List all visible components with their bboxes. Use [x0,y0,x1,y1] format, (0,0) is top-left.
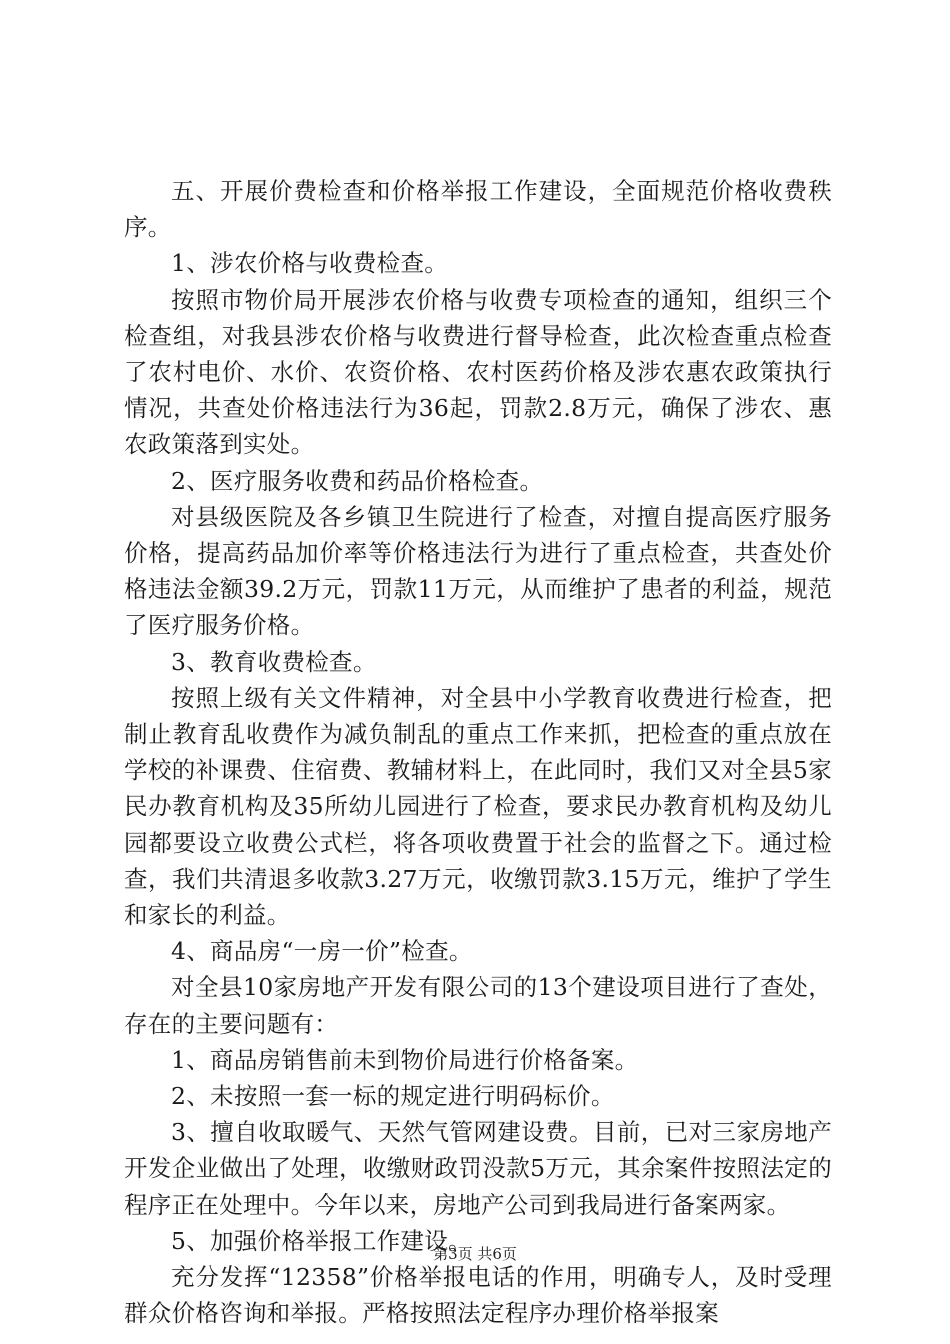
subsection-heading: 4、商品房“一房一价”检查。 [171,937,473,966]
list-item: 1、商品房销售前未到物价局进行价格备案。 [171,1045,639,1074]
subsection-heading: 2、医疗服务收费和药品价格检查。 [171,466,544,495]
section-heading: 五、开展价费检查和价格举报工作建设，全面规范价格收费秩序。 [124,177,832,242]
body-paragraph: 对全县10家房地产开发有限公司的13个建设项目进行了查处，存在的主要问题有： [124,973,832,1038]
body-paragraph: 按照上级有关文件精神，对全县中小学教育收费进行检查，把制止教育乱收费作为减负制乱的重点工作来抓，把检查的重点放在学校的补课费、住宿费、教辅材料上，在此同时，我们又对全县5家民办教育机构及35所幼儿园进行了检查，要求民办教育机构及幼儿园都要设立收费公式栏，将各项收费置于社会的监督之下。通过检查，我们共清退多收款3.27万元，收缴罚款3.15万元，维护了学生和家长的利益。 [124,683,832,930]
page-number: 第3页 共6页 [433,1245,517,1263]
subsection-heading: 3、教育收费检查。 [171,647,377,676]
subsection-heading: 1、涉农价格与收费检查。 [171,249,449,278]
body-paragraph: 对县级医院及各乡镇卫生院进行了检查，对擅自提高医疗服务价格，提高药品加价率等价格违法行为进行了重点检查，共查处价格违法金额39.2万元，罚款11万元，从而维护了患者的利益，规范了医疗服务价格。 [124,502,832,640]
body-paragraph: 按照市物价局开展涉农价格与收费专项检查的通知，组织三个检查组，对我县涉农价格与收费进行督导检查，此次检查重点检查了农村电价、水价、农资价格、农村医药价格及涉农惠农政策执行情况，共查处价格违法行为36起，罚款2.8万元，确保了涉农、惠农政策落到实处。 [124,285,832,459]
page-footer [0,1244,950,1264]
list-item: 2、未按照一套一标的规定进行明码标价。 [171,1082,615,1111]
document-body [124,173,832,1332]
list-item: 3、擅自收取暖气、天然气管网建设费。目前，已对三家房地产开发企业做出了处理，收缴财政罚没款5万元，其余案件按照法定的程序正在处理中。今年以来，房地产公司到我局进行备案两家。 [124,1118,832,1219]
body-paragraph: 充分发挥“12358”价格举报电话的作用，明确专人，及时受理群众价格咨询和举报。严格按照法定程序办理价格举报案 [124,1263,832,1328]
subsection-heading: 5、加强价格举报工作建设。 [171,1226,472,1255]
